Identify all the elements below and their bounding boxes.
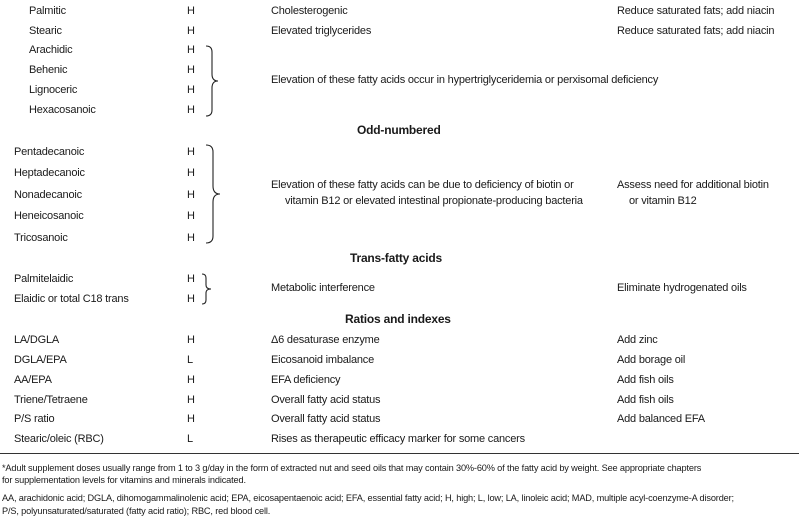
group-action: Assess need for additional biotin bbox=[617, 179, 769, 191]
effect: Rises as therapeutic efficacy marker for some cancers bbox=[271, 433, 525, 445]
group-effect: Elevation of these fatty acids can be due to deficiency of biotin or bbox=[271, 179, 574, 191]
action: Add fish oils bbox=[617, 374, 674, 386]
acid-name: Pentadecanoic bbox=[14, 146, 85, 158]
group-effect: vitamin B12 or elevated intestinal propionate-producing bacteria bbox=[285, 195, 583, 207]
effect: Eicosanoid imbalance bbox=[271, 354, 375, 366]
acid-name: Nonadecanoic bbox=[14, 189, 82, 201]
effect: Overall fatty acid status bbox=[271, 413, 381, 425]
level: H bbox=[187, 189, 195, 201]
level: H bbox=[187, 146, 195, 158]
level: H bbox=[187, 413, 195, 425]
acid-name: DGLA/EPA bbox=[14, 354, 67, 366]
action: Reduce saturated fats; add niacin bbox=[617, 25, 775, 37]
level: H bbox=[187, 210, 195, 222]
footnote: *Adult supplement doses usually range from 1 to 3 g/day in the form of extracted nut and seed oils that may contain 30%-60% of the fatty acid by weight. See appropriate chapters bbox=[2, 463, 702, 473]
level: H bbox=[187, 167, 195, 179]
level: H bbox=[187, 232, 195, 244]
acid-name: AA/EPA bbox=[14, 374, 52, 386]
acid-name: Behenic bbox=[29, 64, 68, 76]
table-bottom-rule bbox=[0, 453, 799, 454]
level: H bbox=[187, 5, 195, 17]
effect: Elevated triglycerides bbox=[271, 25, 372, 37]
acid-name: Triene/Tetraene bbox=[14, 394, 88, 406]
acid-name: P/S ratio bbox=[14, 413, 55, 425]
action: Add balanced EFA bbox=[617, 413, 705, 425]
section-heading: Odd-numbered bbox=[357, 123, 441, 137]
footnote: for supplementation levels for vitamins and minerals indicated. bbox=[2, 475, 246, 485]
level: H bbox=[187, 84, 195, 96]
acid-name: Heptadecanoic bbox=[14, 167, 85, 179]
acid-name: Palmitic bbox=[29, 5, 66, 17]
section-heading: Ratios and indexes bbox=[345, 312, 451, 326]
effect: Overall fatty acid status bbox=[271, 394, 381, 406]
brace-icon bbox=[200, 272, 216, 306]
section-heading: Trans-fatty acids bbox=[350, 251, 442, 265]
effect: Cholesterogenic bbox=[271, 5, 348, 17]
level: H bbox=[187, 293, 195, 305]
acid-name: Hexacosanoic bbox=[29, 104, 96, 116]
acid-name: Palmitelaidic bbox=[14, 273, 74, 285]
group-effect: Metabolic interference bbox=[271, 282, 375, 294]
acid-name: Stearic bbox=[29, 25, 62, 37]
level: L bbox=[187, 354, 193, 366]
acid-name: Heneicosanoic bbox=[14, 210, 84, 222]
brace-icon bbox=[203, 44, 223, 118]
effect: Δ6 desaturase enzyme bbox=[271, 334, 380, 346]
action: Add borage oil bbox=[617, 354, 686, 366]
level: H bbox=[187, 374, 195, 386]
level: L bbox=[187, 433, 193, 445]
level: H bbox=[187, 394, 195, 406]
acid-name: Elaidic or total C18 trans bbox=[14, 293, 129, 305]
group-action: Eliminate hydrogenated oils bbox=[617, 282, 747, 294]
level: H bbox=[187, 64, 195, 76]
level: H bbox=[187, 273, 195, 285]
acid-name: Tricosanoic bbox=[14, 232, 68, 244]
action: Add zinc bbox=[617, 334, 658, 346]
effect: EFA deficiency bbox=[271, 374, 341, 386]
level: H bbox=[187, 104, 195, 116]
acid-name: LA/DGLA bbox=[14, 334, 60, 346]
group-effect: Elevation of these fatty acids occur in hypertriglyceridemia or perxisomal deficiency bbox=[271, 74, 659, 86]
abbreviations: P/S, polyunsaturated/saturated (fatty acid ratio); RBC, red blood cell. bbox=[2, 506, 271, 516]
action: Add fish oils bbox=[617, 394, 674, 406]
acid-name: Lignoceric bbox=[29, 84, 78, 96]
acid-name: Stearic/oleic (RBC) bbox=[14, 433, 104, 445]
acid-name: Arachidic bbox=[29, 44, 73, 56]
level: H bbox=[187, 25, 195, 37]
action: Reduce saturated fats; add niacin bbox=[617, 5, 775, 17]
level: H bbox=[187, 44, 195, 56]
group-action: or vitamin B12 bbox=[629, 195, 697, 207]
level: H bbox=[187, 334, 195, 346]
abbreviations: AA, arachidonic acid; DGLA, dihomogammalinolenic acid; EPA, eicosapentaenoic acid; EFA, essential fatty acid; H, high; L, low; LA, linoleic acid; MAD, multiple acyl-coenzyme-A disorder; bbox=[2, 493, 734, 503]
brace-icon bbox=[203, 143, 225, 245]
